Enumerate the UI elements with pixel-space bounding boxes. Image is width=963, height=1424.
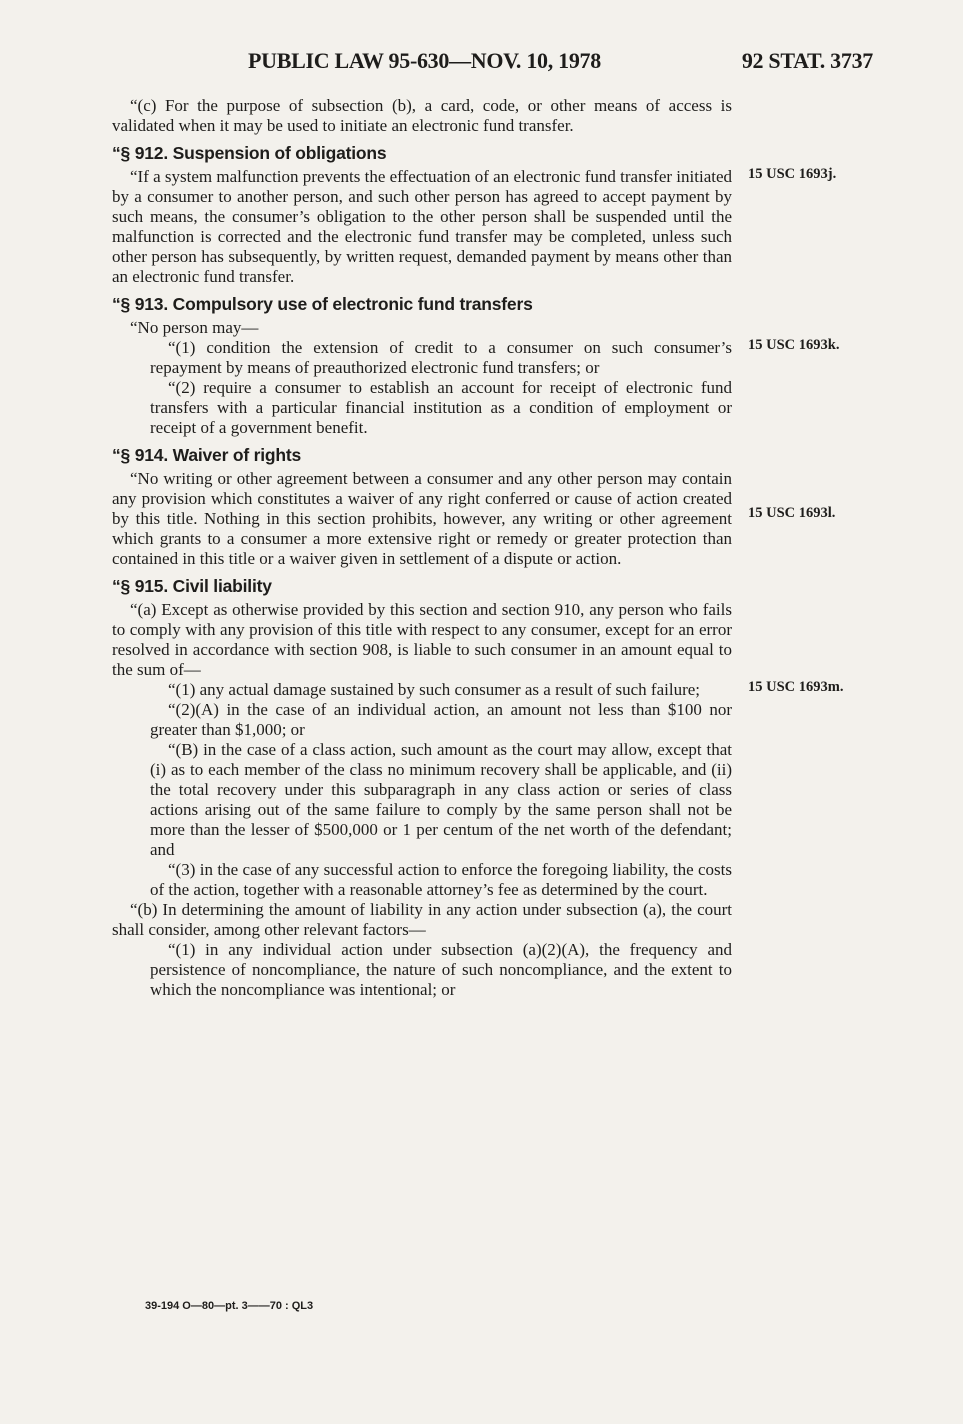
section-915-a: “(a) Except as otherwise provided by this section and section 910, any person who fails to comply with any provision of this title with respect to any consumer, except for an error resolved in accordance with section 908, is liable to such consumer in an amount equal to the sum of— [112,600,732,679]
page-header [110,48,873,74]
section-914-text: “No writing or other agreement between a consumer and any other person may contain any provision which constitutes a waiver of any right conferred or cause of action created by this title. Nothing in this section prohibits, however, any writing or other agreement which grants to a consumer a more extensive right or remedy or greater protection than contained in this title or a waiver given in settlement of a dispute or action. [112,469,732,568]
margin-note-915: 15 USC 1693m. [748,679,844,695]
section-915-a-2B: “(B) in the case of a class action, such amount as the court may allow, except that (i) as to each member of the class no minimum recovery shall be applicable, and (ii) the total recovery under this subparagraph in any class action or series of class actions arising out of the same failure to comply by the same person shall not be more than the lesser of $500,000 or 1 per centum of the net worth of the defendant; and [150,740,732,859]
section-915-heading: “§ 915. Civil liability [112,576,272,596]
section-915-a-3: “(3) in the case of any successful action to enforce the foregoing liability, the costs of the action, together with a reasonable attorney’s fee as determined by the court. [150,860,732,899]
section-913-para-2: “(2) require a consumer to establish an account for receipt of electronic fund transfers with a particular financial institution as a condition of employment or receipt of a government benefit. [150,378,732,437]
margin-note-912: 15 USC 1693j. [748,166,837,182]
page-body [112,96,732,1000]
margin-note-914: 15 USC 1693l. [748,505,836,521]
section-913-heading: “§ 913. Compulsory use of electronic fund transfers [112,294,533,314]
section-914-heading: “§ 914. Waiver of rights [112,445,302,465]
section-912-text: “If a system malfunction prevents the effectuation of an electronic fund transfer initiated by a consumer to another person, and such other person has agreed to accept payment by such means, the consumer’s obligation to the other person shall be suspended until the malfunction is corrected and the electronic fund transfer may be completed, unless such other person has subsequently, by written request, demanded payment by means other than an electronic fund transfer. [112,167,733,286]
print-code-footer: 39-194 O—80—pt. 3——70 : QL3 [145,1300,314,1312]
section-915-b-1: “(1) in any individual action under subsection (a)(2)(A), the frequency and persistence of noncompliance, the nature of such noncompliance, and the extent to which the noncompliance was intentional; or [150,940,732,999]
margin-note-913: 15 USC 1693k. [748,337,840,353]
section-915-b: “(b) In determining the amount of liability in any action under subsection (a), the court shall consider, among other relevant factors— [112,900,732,939]
section-915-a-1: “(1) any actual damage sustained by such consumer as a result of such failure; [168,680,701,699]
section-912-heading: “§ 912. Suspension of obligations [112,143,387,163]
statute-page-number: 92 STAT. 3737 [741,48,873,73]
paragraph-912-c: “(c) For the purpose of subsection (b), a card, code, or other means of access is validated when it may be used to initiate an electronic fund transfer. [112,96,732,135]
page-title: PUBLIC LAW 95-630—NOV. 10, 1978 [248,48,601,73]
section-913-para-1: “(1) condition the extension of credit to a consumer on such consumer’s repayment by means of preauthorized electronic fund transfers; or [150,338,732,377]
section-915-a-2A: “(2)(A) in the case of an individual action, an amount not less than $100 nor greater than $1,000; or [150,700,732,739]
section-913-intro: “No person may— [130,318,259,337]
